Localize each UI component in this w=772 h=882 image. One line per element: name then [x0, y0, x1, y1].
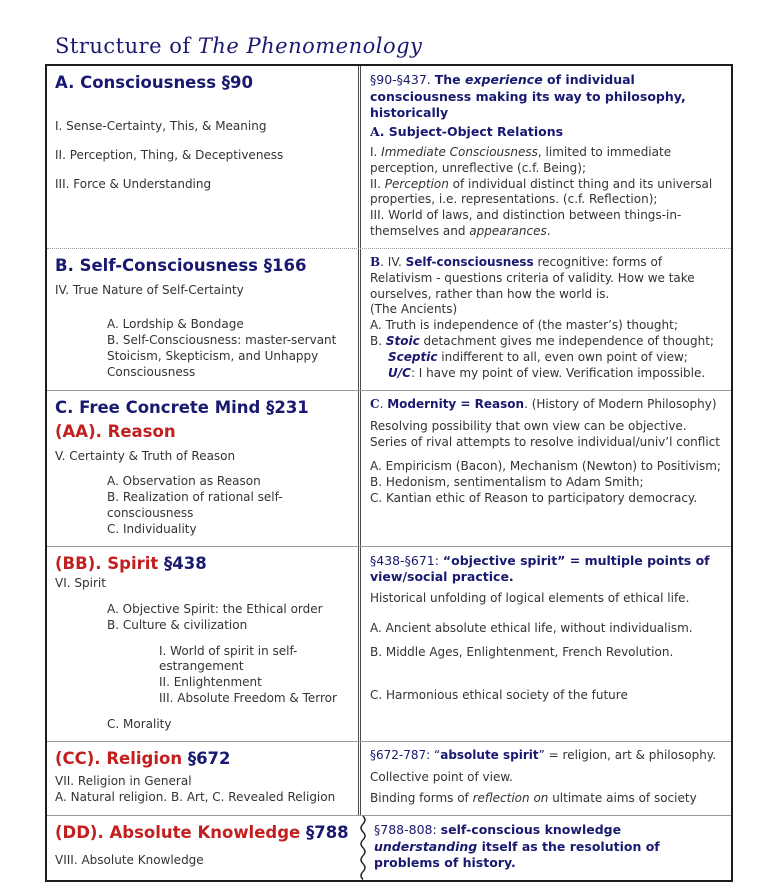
text-line: A. Consciousness §90	[55, 73, 253, 92]
commentary-cell-self-consciousness	[358, 249, 731, 390]
text-line: VI. Spirit	[55, 576, 106, 591]
text-line: Historical unfolding of logical elements of ethical life.	[370, 590, 690, 605]
commentary-cell-free-concrete-mind	[358, 391, 731, 546]
text-line: A. Observation as Reason	[107, 474, 261, 489]
text-line: I. Immediate Consciousness, limited to immediate perception, unreflective (c.f. Being);	[370, 145, 672, 175]
text-line: B. Middle Ages, Enlightenment, French Revolution.	[370, 645, 674, 660]
outline-cell-self-consciousness	[47, 249, 358, 390]
commentary-cell-spirit	[358, 547, 731, 741]
text-line: C. Morality	[107, 716, 172, 731]
table-row-self-consciousness	[47, 248, 731, 390]
table-row-free-concrete-mind	[47, 390, 731, 546]
text-line: II. Perception, Thing, & Deceptiveness	[55, 148, 284, 163]
text-line: A. Ancient absolute ethical life, without individualism.	[370, 621, 693, 636]
text-line: B. Realization of rational self-consciousness	[107, 490, 283, 520]
text-line: Resolving possibility that own view can be objective.	[370, 419, 687, 434]
text-line: C. Kantian ethic of Reason to participatory democracy.	[370, 490, 698, 505]
text-line: A. Objective Spirit: the Ethical order	[107, 601, 323, 616]
outline-cell-free-concrete-mind	[47, 391, 358, 546]
text-line: VIII. Absolute Knowledge	[55, 852, 204, 867]
text-line: I. World of spirit in self-estrangement	[159, 643, 298, 674]
heading-line: §788-808: self-conscious knowledge understanding itself as the resolution of problems of history.	[374, 822, 660, 871]
text-line: (DD). Absolute Knowledge §788	[55, 823, 349, 843]
heading-line: §438-§671: “objective spirit” = multiple points of view/social practice.	[370, 552, 710, 585]
outline-cell-religion	[47, 742, 358, 815]
outline-cell-spirit	[47, 547, 358, 741]
text-line: A. Lordship & Bondage	[107, 317, 244, 332]
text-line: IV. True Nature of Self-Certainty	[55, 283, 244, 298]
text-line: C. Individuality	[107, 521, 197, 536]
commentary-text-absolute-knowledge	[374, 822, 722, 872]
commentary-cell-religion	[358, 742, 731, 815]
text-line: Binding forms of reflection on ultimate aims of society	[370, 791, 697, 806]
text-line: B. IV. Self-consciousness recognitive: forms of Relativism - questions criteria of validity. How we take ourselves, rather than how the world is.	[370, 254, 695, 301]
phenomenology-structure-table	[45, 64, 733, 882]
text-line: A. Empiricism (Bacon), Mechanism (Newton) to Positivism;	[370, 459, 721, 474]
table-row-consciousness	[47, 66, 731, 248]
text-line: B. Stoic detachment gives me independence of thought;	[370, 334, 714, 349]
outline-cell-consciousness	[47, 66, 358, 248]
heading-line: A. Subject-Object Relations	[370, 123, 564, 139]
page-title	[55, 34, 422, 58]
wavy-divider-icon	[359, 816, 368, 880]
text-line: U/C: I have my point of view. Verification impossible.	[388, 365, 706, 380]
text-line: C. Modernity = Reason. (History of Modern Philosophy)	[370, 396, 717, 411]
text-line: III. Absolute Freedom & Terror	[159, 691, 337, 706]
text-line: A. Truth is independence of (the master’s) thought;	[370, 318, 678, 333]
text-line: §672-787: “absolute spirit” = religion, art & philosophy.	[370, 747, 717, 762]
text-line: Collective point of view.	[370, 769, 513, 784]
page-title-italic: The Phenomenology	[197, 34, 423, 58]
heading-line: §90-§437. The experience of individual consciousness making its way to philosophy, historically	[370, 72, 686, 120]
table-row-spirit	[47, 546, 731, 741]
text-line: II. Perception of individual distinct thing and its universal properties, i.e. representations. (c.f. Reflection);	[370, 176, 713, 207]
text-line: B. Self-Consciousness §166	[55, 255, 307, 275]
outline-cell-absolute-knowledge	[47, 816, 358, 880]
text-line: VII. Religion in General	[55, 774, 192, 789]
text-line: I. Sense-Certainty, This, & Meaning	[55, 119, 267, 134]
text-line: III. Force & Understanding	[55, 177, 212, 192]
text-line: B. Culture & civilization	[107, 617, 248, 632]
commentary-cell-consciousness	[358, 66, 731, 248]
table-row-religion	[47, 741, 731, 815]
text-line: (BB). Spirit §438	[55, 553, 207, 573]
text-line: A. Natural religion. B. Art, C. Revealed Religion	[55, 789, 336, 804]
text-line: B. Self-Consciousness: master-servant Stoicism, Skepticism, and Unhappy Consciousness	[107, 333, 337, 379]
text-line: Sceptic indifferent to all, even own point of view;	[388, 349, 688, 364]
page-title-regular: Structure of	[55, 34, 198, 58]
text-line: C. Free Concrete Mind §231	[55, 397, 309, 417]
text-line: III. World of laws, and distinction between things-in-themselves and appearances.	[370, 208, 682, 239]
text-line: C. Harmonious ethical society of the future	[370, 688, 628, 703]
commentary-cell-absolute-knowledge	[358, 816, 731, 880]
text-line: B. Hedonism, sentimentalism to Adam Smith;	[370, 474, 644, 489]
text-line: (CC). Religion §672	[55, 748, 231, 768]
text-line: (The Ancients)	[370, 302, 458, 317]
text-line: II. Enlightenment	[159, 675, 262, 690]
text-line: Series of rival attempts to resolve individual/univ’l conflict	[370, 435, 720, 450]
text-line: (AA). Reason	[55, 422, 176, 442]
table-row-absolute-knowledge	[47, 815, 731, 880]
text-line: V. Certainty & Truth of Reason	[55, 449, 236, 464]
